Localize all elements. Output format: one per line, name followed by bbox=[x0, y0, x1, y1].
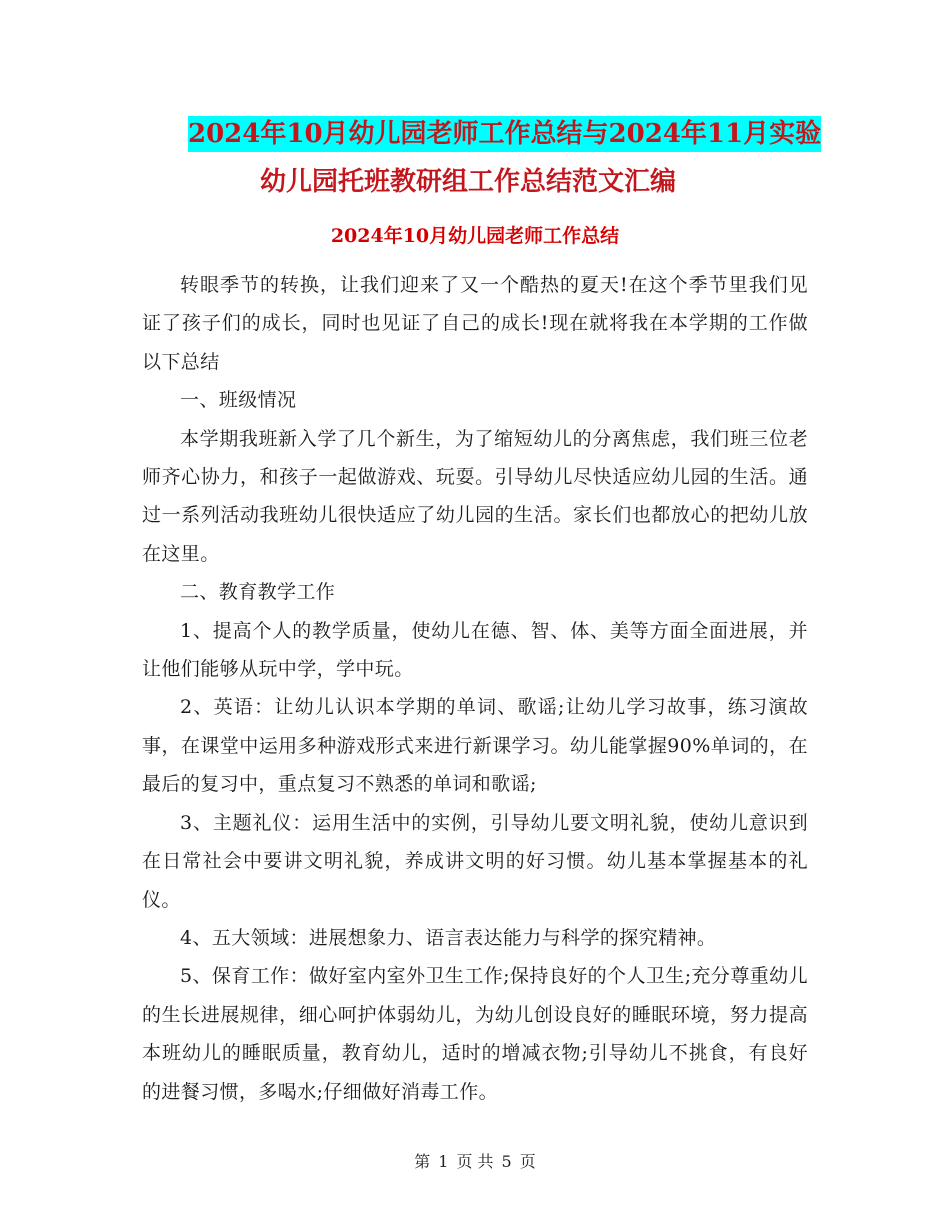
title-highlight: 2024年10月幼儿园老师工作总结与2024年11月实验 bbox=[188, 116, 821, 152]
footer-middle: 页 共 bbox=[456, 1152, 494, 1171]
footer-suffix: 页 bbox=[519, 1152, 536, 1171]
heading-class-situation: 一、班级情况 bbox=[180, 389, 297, 412]
footer-prefix: 第 bbox=[414, 1152, 431, 1171]
document-body bbox=[142, 266, 808, 1111]
paragraph-item-4: 4、五大领域：进展想象力、语言表达能力与科学的探究精神。 bbox=[180, 926, 717, 949]
document-title-line-2 bbox=[140, 158, 820, 206]
document-title bbox=[140, 110, 820, 206]
document-title-line-1 bbox=[140, 110, 820, 158]
title-text: 幼儿园托班教研组工作总结范文汇编 bbox=[260, 167, 677, 197]
heading-teaching-work: 二、教育教学工作 bbox=[180, 581, 336, 604]
footer-total-pages: 5 bbox=[501, 1152, 512, 1171]
page-footer bbox=[0, 1150, 950, 1174]
paragraph-item-3: 3、主题礼仪：运用生活中的实例，引导幼儿要文明礼貌，使幼儿意识到在日常社会中要讲文明礼貌，养成讲文明的好习惯。幼儿基本掌握基本的礼仪。 bbox=[142, 811, 808, 911]
paragraph-item-1: 1、提高个人的教学质量，使幼儿在德、智、体、美等方面全面进展，并让他们能够从玩中学，学中玩。 bbox=[142, 619, 808, 681]
paragraph-intro: 转眼季节的转换，让我们迎来了又一个酷热的夏天!在这个季节里我们见证了孩子们的成长，同时也见证了自己的成长!现在就将我在本学期的工作做以下总结 bbox=[142, 274, 808, 373]
paragraph-item-2: 2、英语：让幼儿认识本学期的单词、歌谣;让幼儿学习故事，练习演故事，在课堂中运用多种游戏形式来进行新课学习。幼儿能掌握90%单词的，在最后的复习中，重点复习不熟悉的单词和歌谣; bbox=[142, 696, 808, 796]
paragraph-class-situation: 本学期我班新入学了几个新生，为了缩短幼儿的分离焦虑，我们班三位老师齐心协力，和孩子一起做游戏、玩耍。引导幼儿尽快适应幼儿园的生活。通过一系列活动我班幼儿很快适应了幼儿园的生活。家长们也都放心的把幼儿放在这里。 bbox=[142, 427, 808, 565]
paragraph-item-5: 5、保育工作：做好室内室外卫生工作;保持良好的个人卫生;充分尊重幼儿的生长进展规律，细心呵护体弱幼儿，为幼儿创设良好的睡眠环境，努力提高本班幼儿的睡眠质量，教育幼儿，适时的增减衣物;引导幼儿不挑食，有良好的进餐习惯，多喝水;仔细做好消毒工作。 bbox=[142, 965, 808, 1103]
section-title: 2024年10月幼儿园老师工作总结 bbox=[330, 225, 620, 247]
footer-page-number: 1 bbox=[438, 1152, 449, 1171]
